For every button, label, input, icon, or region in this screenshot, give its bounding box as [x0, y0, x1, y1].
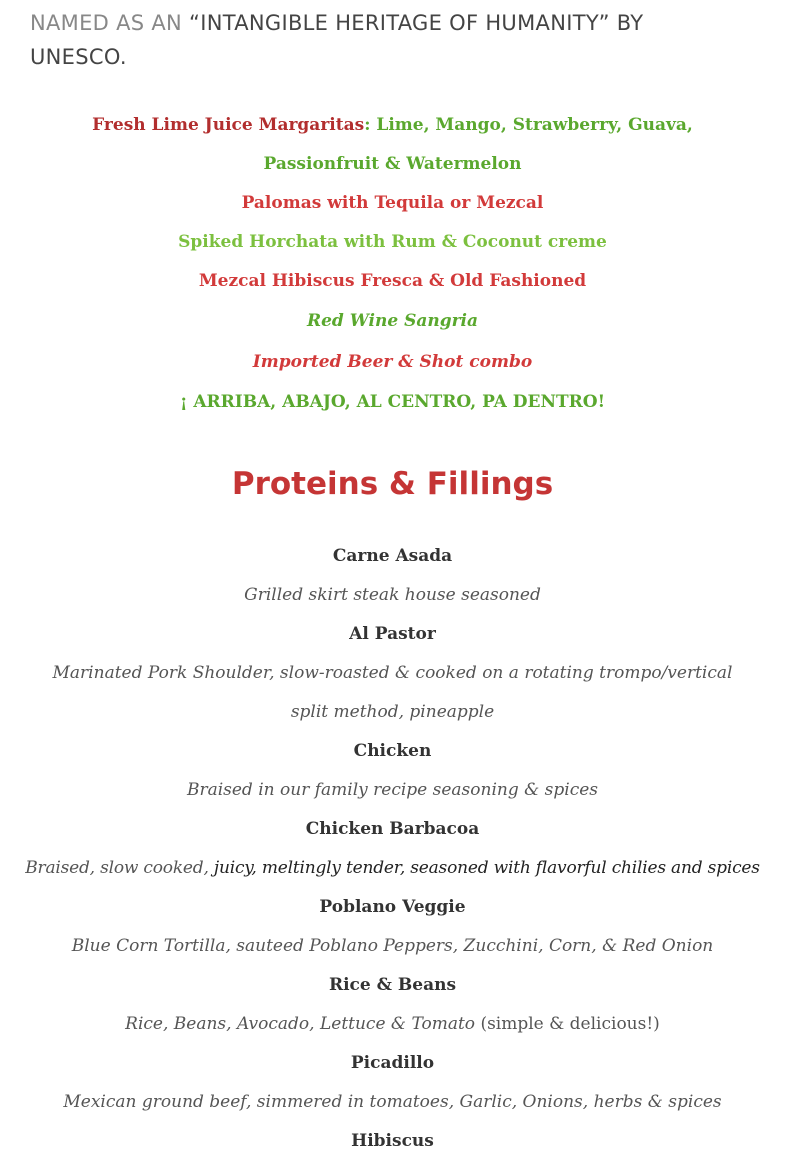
- menu-item-name: Hibiscus: [351, 1131, 434, 1151]
- desc-part-a: Braised, slow cooked,: [25, 858, 214, 878]
- desc-part-a: Rice, Beans, Avocado, Lettuce & Tomato: [125, 1014, 481, 1034]
- menu-item-desc: Blue Corn Tortilla, sauteed Poblano Peppers, Zucchini, Corn, & Red Onion: [71, 936, 714, 956]
- drink-sangria: Red Wine Sangria: [306, 311, 479, 331]
- menu-item-name: Chicken: [353, 741, 432, 761]
- menu-item-name: Carne Asada: [332, 546, 453, 566]
- drink-beer: Imported Beer & Shot combo: [252, 352, 533, 372]
- menu-item-name: Chicken Barbacoa: [305, 819, 480, 839]
- desc-part-b: juicy, meltingly tender, seasoned with flavorful chilies and spices: [213, 858, 760, 878]
- drink-mezcal: Mezcal Hibiscus Fresca & Old Fashioned: [198, 271, 587, 291]
- menu-item-desc: Mexican ground beef, simmered in tomatoes, Garlic, Onions, herbs & spices: [63, 1092, 722, 1112]
- drinks-list: [0, 106, 785, 422]
- intro-text: [30, 6, 730, 74]
- intro-part-1: NAMED AS AN: [30, 11, 183, 35]
- margaritas-flavors: : Lime, Mango, Strawberry, Guava, Passionfruit & Watermelon: [263, 115, 693, 174]
- menu-item-name: Poblano Veggie: [319, 897, 466, 917]
- menu-item-desc: Grilled skirt steak house seasoned: [244, 585, 541, 605]
- drink-slogan: ¡ ARRIBA, ABAJO, AL CENTRO, PA DENTRO!: [179, 392, 606, 412]
- menu-item-desc: Braised in our family recipe seasoning & spices: [186, 780, 599, 800]
- drink-horchata: Spiked Horchata with Rum & Coconut creme: [178, 232, 607, 252]
- menu-item-desc: Marinated Pork Shoulder, slow-roasted & cooked on a rotating trompo/vertical split method, pineapple: [52, 663, 733, 722]
- drink-palomas: Palomas with Tequila or Mezcal: [241, 193, 544, 213]
- proteins-list: [0, 537, 785, 1161]
- menu-item-name: Al Pastor: [349, 624, 436, 644]
- desc-part-b: (simple & delicious!): [480, 1014, 660, 1034]
- menu-item-name: Rice & Beans: [328, 975, 457, 995]
- margaritas-name: Fresh Lime Juice Margaritas: [92, 115, 365, 135]
- intro-part-2: “INTANGIBLE HERITAGE OF HUMANITY” BY UNESCO.: [30, 11, 644, 69]
- menu-item-desc: [0, 849, 785, 888]
- menu-item-desc: [0, 1005, 785, 1044]
- menu-item-name: Picadillo: [350, 1053, 435, 1073]
- section-title: Proteins & Fillings: [231, 466, 554, 502]
- drink-margaritas: [0, 106, 785, 184]
